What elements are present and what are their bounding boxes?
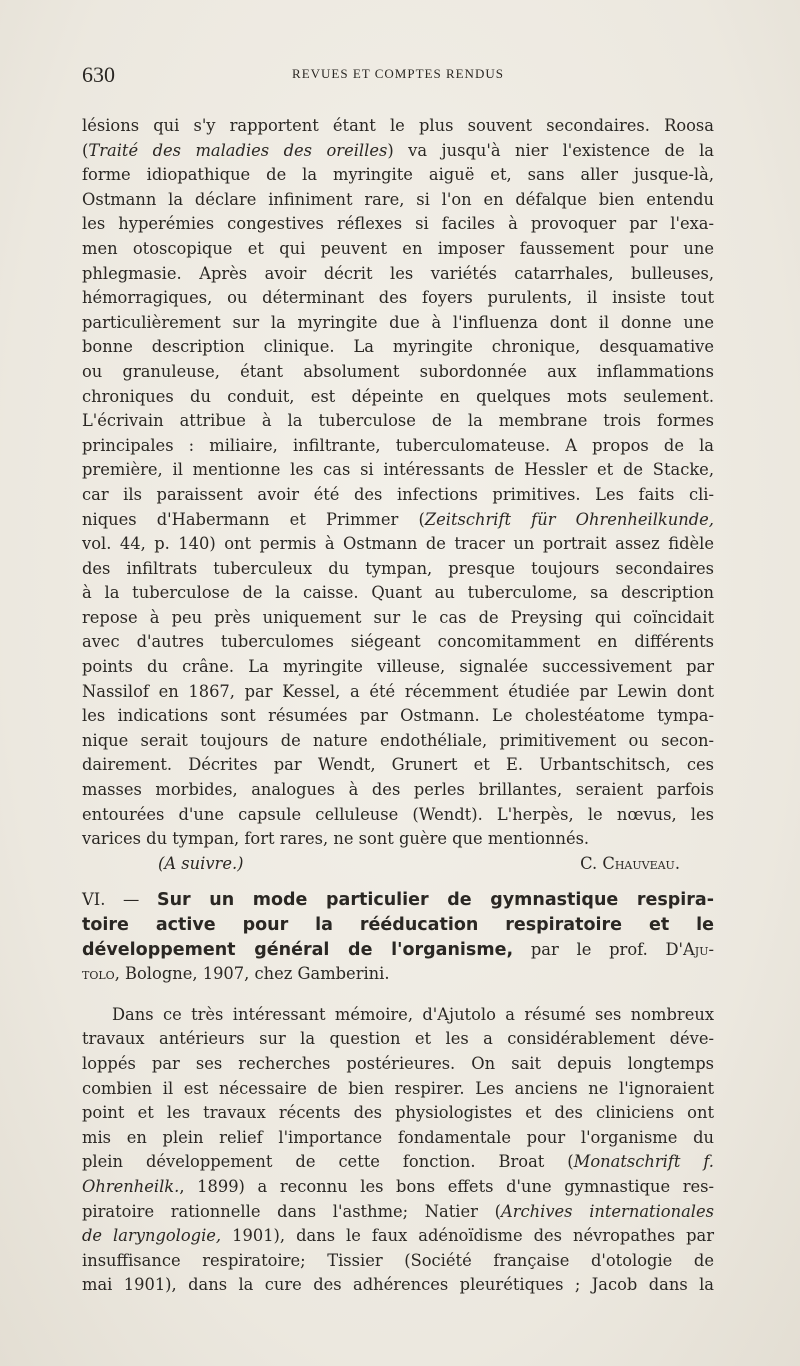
text-line — [82, 434, 714, 459]
text-line — [82, 704, 714, 729]
title-line — [82, 962, 714, 987]
text-span: car ils paraissent avoir été des infections primitives. Les faits cli- — [82, 484, 714, 504]
text-span: point et les travaux récents des physiologistes et des cliniciens ont — [82, 1103, 714, 1123]
text-span: Zeitschrift für Ohrenheilkunde, — [424, 509, 714, 529]
author-signature: C. Chauveau. — [580, 853, 680, 873]
text-span: , Bologne, 1907, chez Gamberini. — [114, 964, 390, 984]
text-span: Dans ce très intéressant mémoire, d'Ajutolo a résumé ses nombreux — [112, 1004, 714, 1024]
running-head: REVUES ET COMPTES RENDUS — [292, 66, 504, 81]
text-line — [82, 753, 714, 778]
text-span: , 1899) a reconnu les bons effets d'une gymnastique res- — [179, 1176, 714, 1196]
text-line — [82, 630, 714, 655]
text-line — [82, 1052, 714, 1077]
text-span: lésions qui s'y rapportent étant le plus souvent secondaires. Roosa — [82, 116, 714, 135]
text-line — [82, 557, 714, 582]
text-span: vol. 44, p. 140) ont permis à Ostmann de tracer un portrait assez fidèle — [82, 534, 714, 554]
text-line — [82, 1200, 714, 1225]
text-span: les hyperémies congestives réflexes si faciles à provoquer par l'exa- — [82, 214, 714, 234]
text-line — [82, 483, 714, 508]
text-span: travaux antérieurs sur la question et les a considérablement déve- — [82, 1029, 714, 1049]
text-line — [82, 188, 714, 213]
text-span: avec d'autres tuberculomes siégeant concomitamment en différents — [82, 632, 714, 652]
text-span: phlegmasie. Après avoir décrit les variétés catarrhales, bulleuses, — [82, 263, 714, 283]
text-span: plein développement de cette fonction. Broat ( — [82, 1152, 574, 1172]
page-header — [82, 62, 714, 86]
text-span: chroniques du conduit, est dépeinte en quelques mots seulement. — [82, 386, 714, 406]
text-line — [82, 827, 714, 852]
text-line — [82, 655, 714, 680]
text-line — [82, 1150, 714, 1175]
text-line — [82, 1175, 714, 1200]
text-span: ) va jusqu'à nier l'existence de la — [387, 140, 714, 160]
text-span: tolo — [82, 964, 115, 984]
text-line — [82, 1126, 714, 1151]
text-span: les indications sont résumées par Ostmann. Le cholestéatome tympa- — [82, 706, 714, 726]
text-line — [82, 803, 714, 828]
text-span: masses morbides, analogues à des perles brillantes, seraient parfois — [82, 780, 714, 800]
title-line — [82, 888, 714, 913]
text-line — [82, 1027, 714, 1052]
text-line — [82, 114, 714, 139]
text-line — [82, 1101, 714, 1126]
text-line — [82, 286, 714, 311]
text-span: bonne description clinique. La myringite chronique, desquamative — [82, 337, 714, 357]
text-line — [82, 385, 714, 410]
text-line — [82, 606, 714, 631]
title-line — [82, 913, 714, 938]
text-span: men otoscopique et qui peuvent en imposer faussement pour une — [82, 238, 714, 258]
text-line — [82, 212, 714, 237]
title-line — [82, 938, 714, 963]
page-number: 630 — [82, 62, 115, 87]
text-line — [82, 778, 714, 803]
text-line — [82, 1003, 714, 1028]
text-line — [82, 729, 714, 754]
text-span: dairement. Décrites par Wendt, Grunert et E. Urbantschitsch, ces — [82, 755, 714, 775]
text-line — [82, 458, 714, 483]
review-continuation — [82, 114, 714, 852]
text-line — [82, 1249, 714, 1274]
text-span: principales : miliaire, infiltrante, tuberculomateuse. A propos de la — [82, 435, 714, 455]
text-span: insuffisance respiratoire; Tissier (Société française d'otologie de — [82, 1250, 714, 1270]
text-span: niques d'Habermann et Primmer ( — [82, 509, 425, 529]
text-span: des infiltrats tuberculeux du tympan, presque toujours secondaires — [82, 558, 714, 578]
text-line — [82, 360, 714, 385]
text-span: entourées d'une capsule celluleuse (Wendt). L'herpès, le nœvus, les — [82, 804, 714, 824]
text-span: à la tuberculose de la caisse. Quant au tuberculome, sa description — [82, 583, 714, 603]
text-span: hémorragiques, ou déterminant des foyers purulents, il insiste tout — [82, 288, 714, 308]
text-span: L'écrivain attribue à la tuberculose de la membrane trois formes — [82, 411, 714, 431]
text-span: VI. — — [82, 890, 157, 910]
text-span: nique serait toujours de nature endothéliale, primitivement ou secon- — [82, 730, 714, 750]
text-span: ou granuleuse, étant absolument subordonnée aux inflammations — [82, 361, 714, 381]
review-body — [82, 1003, 714, 1298]
text-span: Traité des maladies des oreilles — [88, 140, 388, 160]
text-line — [82, 163, 714, 188]
text-line — [82, 581, 714, 606]
text-span: développement général de l'organisme, — [82, 939, 514, 960]
text-line — [82, 680, 714, 705]
text-line — [82, 262, 714, 287]
text-line — [82, 1077, 714, 1102]
text-span: ( — [82, 140, 89, 160]
text-line — [82, 311, 714, 336]
to-be-continued: (A suivre.) — [158, 853, 244, 873]
review-signature-row — [82, 852, 714, 877]
text-line — [82, 139, 714, 164]
text-span: varices du tympan, fort rares, ne sont guère que mentionnés. — [82, 829, 590, 849]
text-span: piratoire rationnelle dans l'asthme; Natier ( — [82, 1201, 501, 1221]
review-title — [82, 888, 714, 986]
text-line — [82, 1273, 714, 1298]
text-line — [82, 532, 714, 557]
text-span: points du crâne. La myringite villeuse, signalée successivement par — [82, 657, 714, 677]
text-span: Nassilof en 1867, par Kessel, a été récemment étudiée par Lewin dont — [82, 681, 714, 701]
text-span: Archives internationales — [500, 1201, 714, 1221]
text-span: première, il mentionne les cas si intéressants de Hessler et de Stacke, — [82, 460, 714, 480]
text-span: toire active pour la rééducation respiratoire et le — [82, 915, 714, 935]
text-span: particulièrement sur la myringite due à l'influenza dont il donne une — [82, 312, 714, 332]
text-line — [82, 508, 714, 533]
text-span: Sur un mode particulier de gymnastique respira- — [156, 890, 715, 911]
text-span: par le prof. D' — [513, 939, 684, 959]
text-span: mis en plein relief l'importance fondamentale pour l'organisme du — [82, 1127, 714, 1147]
text-span: Monatschrift f. — [573, 1152, 714, 1172]
text-span: Aju- — [683, 939, 714, 959]
text-span: Ostmann la déclare infiniment rare, si l'on en défalque bien entendu — [82, 189, 714, 209]
text-line — [82, 237, 714, 262]
text-span: Ohrenheilk. — [82, 1176, 180, 1196]
text-line — [82, 1224, 714, 1249]
text-line — [82, 409, 714, 434]
text-span: forme idiopathique de la myringite aiguë et, sans aller jusque-là, — [82, 165, 714, 185]
text-span: de laryngologie, — [82, 1226, 222, 1246]
text-line — [82, 335, 714, 360]
text-span: repose à peu près uniquement sur le cas de Preysing qui coïncidait — [82, 607, 714, 627]
text-span: combien il est nécessaire de bien respirer. Les anciens ne l'ignoraient — [82, 1078, 714, 1098]
text-span: mai 1901), dans la cure des adhérences pleurétiques ; Jacob dans la — [82, 1275, 714, 1295]
text-span: 1901), dans le faux adénoïdisme des névropathes par — [221, 1226, 714, 1246]
page-body — [82, 114, 714, 1298]
text-span: loppés par ses recherches postérieures. On sait depuis longtemps — [82, 1053, 714, 1073]
